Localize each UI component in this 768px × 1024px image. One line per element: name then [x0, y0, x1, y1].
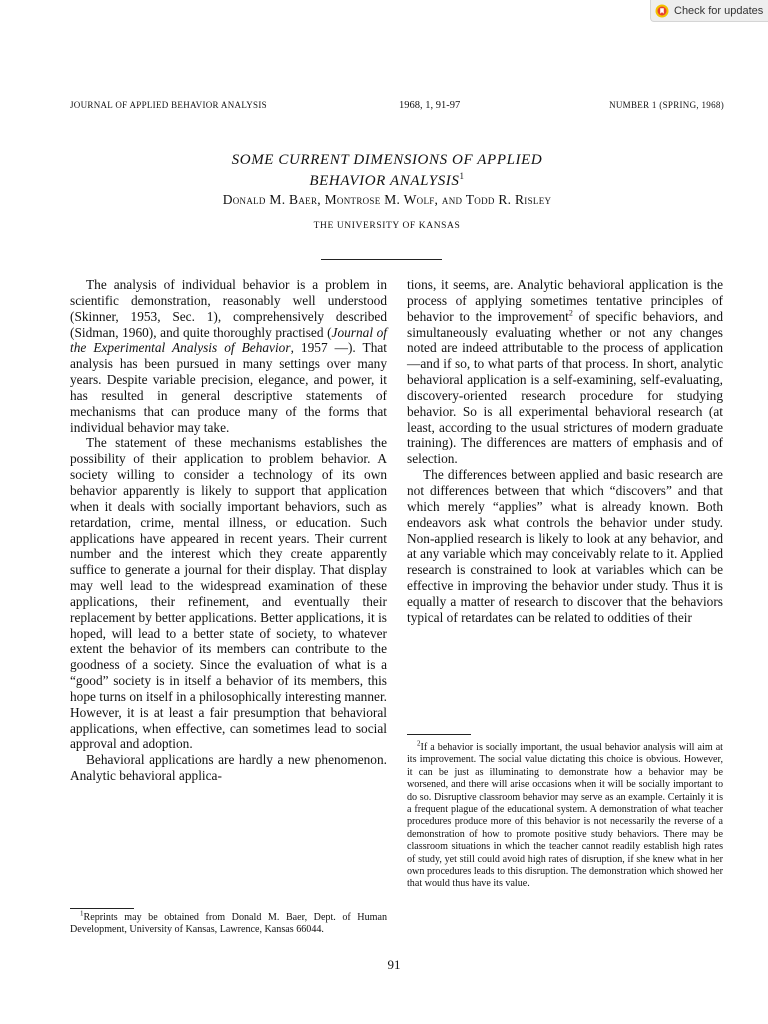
footnote-2-text: If a behavior is socially important, the usual behavior analysis will aim at its improvement. The social value dictating this choice is obvious. However, it can be just as illuminating to demonstrate how a behavior may be worsened, and there will arise occasions when it will be socially important to do so. Disruptive classroom behavior may serve as an example. Certainly it is a frequent plague of the educational system. A demonstration of what teacher procedures produce more of this behavior is not necessarily the reverse of a demonstration of how to promote positive study behaviors. There may be classroom situations in which the teacher cannot readily establish high rates of study, yet still could avoid high rates of disruption, if she knew what in her own procedures leads to this disruption. The demonstration which showed her that would thus have its value. [407, 742, 723, 890]
title-line-2-text: BEHAVIOR ANALYSIS [309, 173, 460, 189]
paragraph-1-text: The analysis of individual behavior is a problem in scientific demonstration, reasonably well understood (Skinner, 1953, Sec. 1), comprehensively described (Sidman, 1960), and quite thoroughly practised ( [70, 277, 387, 340]
footnote-1-text: Reprints may be obtained from Donald M. Baer, Dept. of Human Development, University of Kansas, Lawrence, Kansas 66044. [70, 912, 387, 936]
paragraph-2: The statement of these mechanisms establishes the possibility of their application to problem behavior. A society willing to consider a technology of its own behavior apparently is likely to support that application when it deals with socially important behaviors, such as retardation, crime, mental illness, or education. Such applications have appeared in recent years. Their current number and the interest which they create apparently suffice to generate a journal for their display. That display may well lead to the widespread examination of these applications, their refinement, and eventually their replacement by better applications. Better applications, it is hoped, will lead to a better state of society, to whatever extent the behavior of its members can contribute to the goodness of a society. Since the evaluation of what is a “good” society is in itself a behavior of its members, this hope turns on itself in a philosophically interesting manner. However, it is at least a fair presumption that behavioral applications, when effective, can sometimes lead to social approval and adoption. [70, 435, 387, 752]
footnote-2 [407, 739, 723, 891]
affiliation: THE UNIVERSITY OF KANSAS [313, 221, 461, 231]
page-number: 91 [387, 957, 401, 972]
footnote-2-ref: 2 [568, 308, 573, 318]
footnote-2-mark: 2 [417, 739, 421, 748]
paragraph-3-continued [407, 277, 723, 467]
running-head [70, 100, 724, 114]
body-column-right [407, 277, 723, 626]
footnote-divider-right [407, 734, 471, 735]
issue-number: NUMBER 1 (SPRING, 1968) [609, 100, 724, 110]
paragraph-3: Behavioral applications are hardly a new phenomenon. Analytic behavioral applica- [70, 752, 387, 784]
authors: Donald M. Baer, Montrose M. Wolf, and Todd R. Risley [222, 192, 552, 207]
title-line-1: SOME CURRENT DIMENSIONS OF APPLIED [231, 152, 543, 168]
paragraph-3-cont-text-end: of specific behaviors, and simultaneously evaluating whether or not any changes noted are indeed attributable to the process of application—and if so, to what parts of that process. In short, analytic behavioral application is a self-examining, self-evaluating, discovery-oriented research procedure for studying behavior. So is all experimental behavioral research (at least, according to the usual strictures of modern graduate training). The differences are matters of emphasis and of selection. [407, 308, 723, 467]
paragraph-3-cont-text: tions, it seems, are. Analytic behavioral application is the process of applying sometimes tentative principles of behavior to the improvement [407, 277, 723, 324]
article-title [120, 152, 654, 189]
journal-citation: Journal of the Experimental Analysis of Behavior [70, 324, 387, 356]
check-for-updates-label: Check for updates [674, 4, 764, 17]
body-column-left [70, 277, 387, 784]
check-for-updates-badge[interactable] [650, 0, 768, 22]
title-footnote-mark: 1 [459, 171, 465, 181]
paragraph-1 [70, 277, 387, 435]
paragraph-1-text-end: , 1957 —). That analysis has been pursued in many settings over many years. Despite variable precision, elegance, and power, it has resulted in general descriptive statements of mechanisms that can produce many of the forms that individual behavior may take. [70, 340, 387, 435]
title-divider [321, 259, 442, 260]
volume-pages: 1968, 1, 91-97 [399, 100, 461, 111]
footnote-1 [70, 909, 387, 937]
footnote-1-mark: 1 [80, 909, 84, 918]
title-line-2 [120, 168, 654, 189]
paragraph-4: The differences between applied and basic research are not differences between that which “discovers” and that which merely “applies” what is already known. Both endeavors ask what controls the behavior under study. Non-applied research is likely to look at any behavior, and at any variable which may conceivably relate to it. Applied research is constrained to look at variables which can be effective in improving the behavior under study. Thus it is equally a matter of research to discover that the behaviors typical of retardates can be related to oddities of their [407, 467, 723, 625]
check-updates-icon [655, 4, 669, 18]
journal-name: JOURNAL OF APPLIED BEHAVIOR ANALYSIS [70, 100, 267, 110]
